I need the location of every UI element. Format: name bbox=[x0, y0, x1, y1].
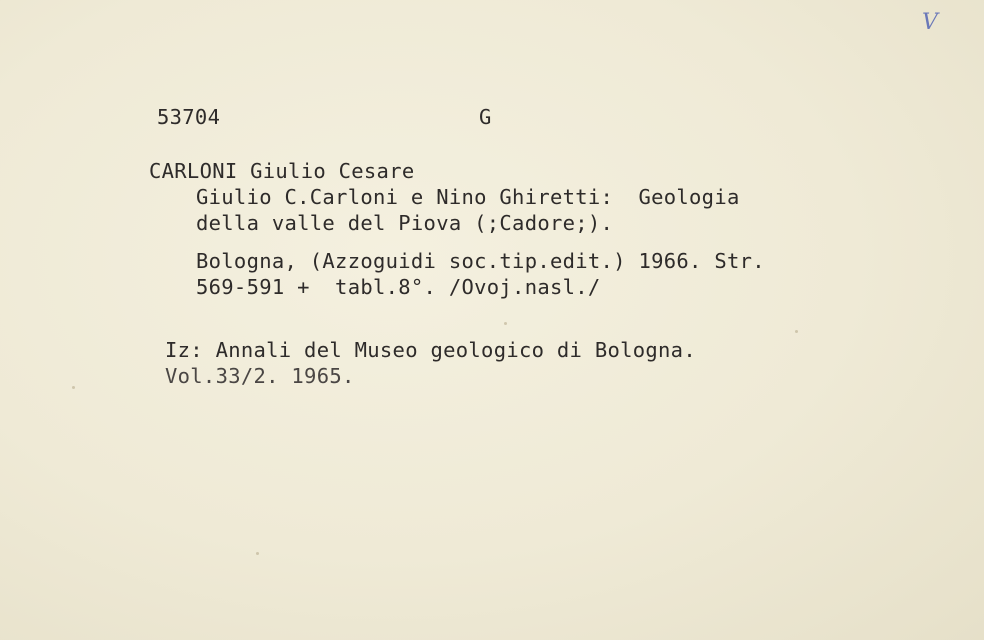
title-line-2: della valle del Piova (;Cadore;). bbox=[196, 211, 614, 235]
paper-speck bbox=[504, 322, 507, 325]
source-line-1: Iz: Annali del Museo geologico di Bologna. bbox=[165, 338, 696, 362]
paper-speck bbox=[795, 330, 798, 333]
imprint-line-1: Bologna, (Azzoguidi soc.tip.edit.) 1966. Str. bbox=[196, 249, 765, 273]
author-heading: CARLONI Giulio Cesare bbox=[149, 159, 415, 183]
accession-number: 53704 bbox=[157, 105, 221, 129]
source-line-2: Vol.33/2. 1965. bbox=[165, 364, 355, 388]
shelf-mark: G bbox=[479, 105, 492, 129]
title-line-1: Giulio C.Carloni e Nino Ghiretti: Geologia bbox=[196, 185, 740, 209]
imprint-line-2: 569-591 + tabl.8°. /Ovoj.nasl./ bbox=[196, 275, 601, 299]
check-mark: V bbox=[922, 10, 938, 35]
paper-speck bbox=[256, 552, 259, 555]
paper-speck bbox=[72, 386, 75, 389]
